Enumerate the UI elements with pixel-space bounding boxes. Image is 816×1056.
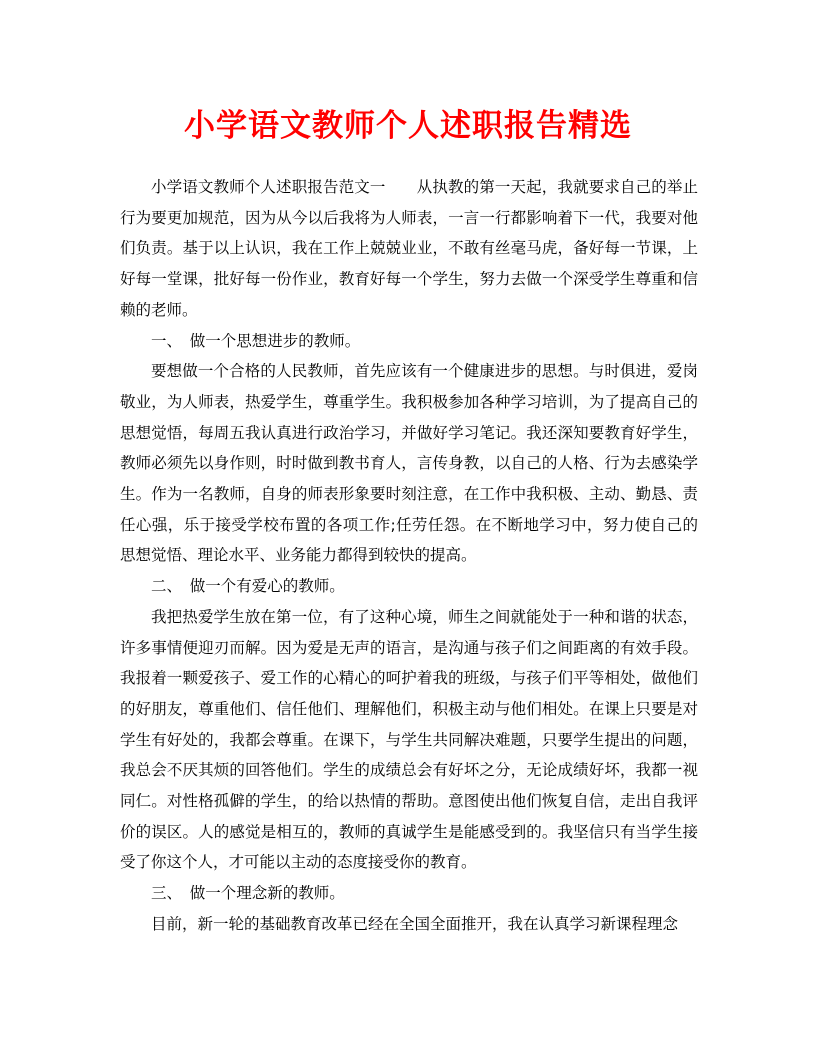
section-heading-3: 三、 做一个理念新的教师。 — [151, 884, 345, 903]
section-heading-1: 一、 做一个思想进步的教师。 — [151, 331, 361, 350]
intro-paragraph: 小学语文教师个人述职报告范文一 从执教的第一天起，我就要求自己的举止行为要更加规范，因为从今以后我将为人师表，一言一行都影响着下一代，我要对他们负责。基于以上认识，我在工作上兢兢业业，不敢有丝毫马虎，备好每一节课，上好每一堂课，批好每一份作业，教育好每一个学生，努力去做一个深受学生尊重和信赖的老师。 — [120, 178, 698, 319]
document-title: 小学语文教师个人述职报告精选 — [184, 108, 632, 144]
section-paragraph-3: 目前，新一轮的基础教育改革已经在全国全面推开，我在认真学习新课程理念 — [151, 914, 679, 933]
document-body — [120, 172, 698, 940]
section-heading-2: 二、 做一个有爱心的教师。 — [151, 577, 345, 596]
section-paragraph-2: 我把热爱学生放在第一位，有了这种心境，师生之间就能处于一种和谐的状态，许多事情便迎刃而解。因为爱是无声的语言，是沟通与孩子们之间距离的有效手段。我报着一颗爱孩子、爱工作的心精心的呵护着我的班级，与孩子们平等相处，做他们的好朋友，尊重他们、信任他们、理解他们，积极主动与他们相处。在课上只要是对学生有好处的，我都会尊重。在课下，与学生共同解决难题，只要学生提出的问题，我总会不厌其烦的回答他们。学生的成绩总会有好坏之分，无论成绩好坏，我都一视同仁。对性格孤僻的学生，的给以热情的帮助。意图使出他们恢复自信，走出自我评价的误区。人的感觉是相互的，教师的真诚学生是能感受到的。我坚信只有当学生接受了你这个人，才可能以主动的态度接受你的教育。 — [120, 607, 698, 872]
section-paragraph-1: 要想做一个合格的人民教师，首先应该有一个健康进步的思想。与时俱进，爱岗敬业，为人师表，热爱学生，尊重学生。我积极参加各种学习培训，为了提高自己的思想觉悟，每周五我认真进行政治学习，并做好学习笔记。我还深知要教育好学生，教师必须先以身作则，时时做到教书育人，言传身教，以自己的人格、行为去感染学生。作为一名教师，自身的师表形象要时刻注意，在工作中我积极、主动、勤恳、责任心强，乐于接受学校布置的各项工作;任劳任怨。在不断地学习中，努力使自己的思想觉悟、理论水平、业务能力都得到较快的提高。 — [120, 362, 698, 565]
